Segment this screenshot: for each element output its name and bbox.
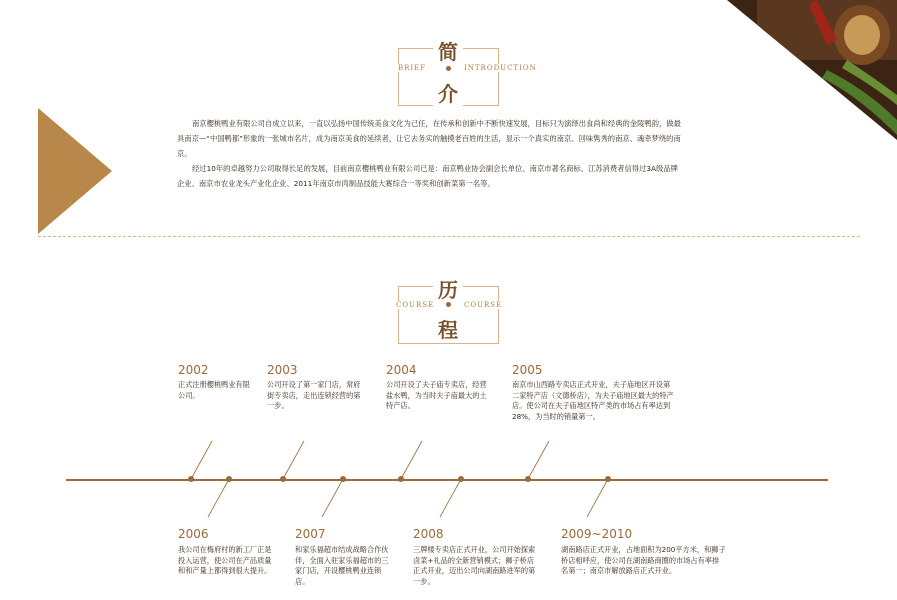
intro-paragraph-2: 经过10年的卓越努力公司取得长足的发展，目前南京樱桃鸭业有限公司已是：南京鸭业协会副会长单位、南京市著名商标、江苏消费者信得过3A级品牌企业、南京市农业龙头产业化企业、2011年南京市肉制品技能大赛综合一等奖和创新菜第一名等。 xyxy=(177,164,678,188)
milestone-year: 2003 xyxy=(267,363,298,377)
milestone-year: 2006 xyxy=(178,527,209,541)
intro-title-bottom: 介 xyxy=(433,78,463,107)
timeline-line xyxy=(66,479,828,481)
intro-label-left: BRIEF xyxy=(398,64,427,72)
timeline-dot xyxy=(226,476,232,482)
milestone-year: 2009~2010 xyxy=(561,527,633,541)
timeline-dot xyxy=(458,476,464,482)
intro-paragraph-1: 南京樱桃鸭业有限公司自成立以来，一直以弘扬中国传统美食文化为己任，在传承和创新中不断快速发展，目标只为演绎出食尚和经典的金陵鸭韵，做最具南京—“中国鸭都”形象的一张城市名片，成为南京美食的延续者，让它去务实的触摸老百姓的生活，显示一个真实的南京、回味隽秀的南京、魂牵梦绕的南京。 xyxy=(177,119,681,158)
course-title-top: 历 xyxy=(433,274,463,303)
milestone-year: 2007 xyxy=(295,527,326,541)
milestone-text: 正式注册樱桃鸭业有限公司。 xyxy=(178,380,250,400)
intro-title-top: 简 xyxy=(433,36,463,65)
milestone-year: 2008 xyxy=(413,527,444,541)
milestone-year: 2002 xyxy=(178,363,209,377)
intro-label-right: INTRODUCTION xyxy=(464,64,537,72)
course-label-right: COURSE xyxy=(464,301,503,309)
course-title-bottom: 程 xyxy=(433,314,463,343)
timeline-dot xyxy=(280,476,286,482)
timeline-dot xyxy=(605,476,611,482)
timeline-dot xyxy=(340,476,346,482)
milestone-text: 南京市山西路专卖店正式开业，夫子庙地区开设第二家特产店（文德桥店），为夫子庙地区最大的特产店。使公司在夫子庙地区特产类的市场占有率达到28%，为当时的销量第一。 xyxy=(512,380,674,421)
milestone-text: 我公司在梅府村的新工厂正是投入运营，使公司在产品质量和和产量上都得到很大提升。 xyxy=(178,545,272,575)
milestone-text: 湖南路店正式开业，占地面积为200平方米，和狮子桥店相呼应，使公司在湖南路商圈的市场占有率排名第一；南京市解放路店正式开业。 xyxy=(561,545,726,575)
milestone-text: 公司开设了第一家门店，常府街专卖店，走出连锁经营的第一步。 xyxy=(267,380,361,410)
timeline-dot xyxy=(525,476,531,482)
milestone-year: 2004 xyxy=(386,363,417,377)
timeline-dot xyxy=(188,476,194,482)
milestone-text: 三牌楼专卖店正式开业，公司开始探索卤菜+礼品的全新营销模式；狮子桥店正式开业，迈出公司向湖南路进军的第一步。 xyxy=(413,545,536,586)
timeline-dot xyxy=(398,476,404,482)
milestone-year: 2005 xyxy=(512,363,543,377)
course-label-left: COURSE xyxy=(396,301,435,309)
milestone-text: 和家乐福超市结成战略合作伙伴，全面入驻家乐福超市的三家门店，开设樱桃鸭业连锁店。 xyxy=(295,545,389,586)
milestone-text: 公司开设了夫子庙专卖店，经营盐水鸭，为当时夫子庙最大的土特产店。 xyxy=(386,380,487,410)
